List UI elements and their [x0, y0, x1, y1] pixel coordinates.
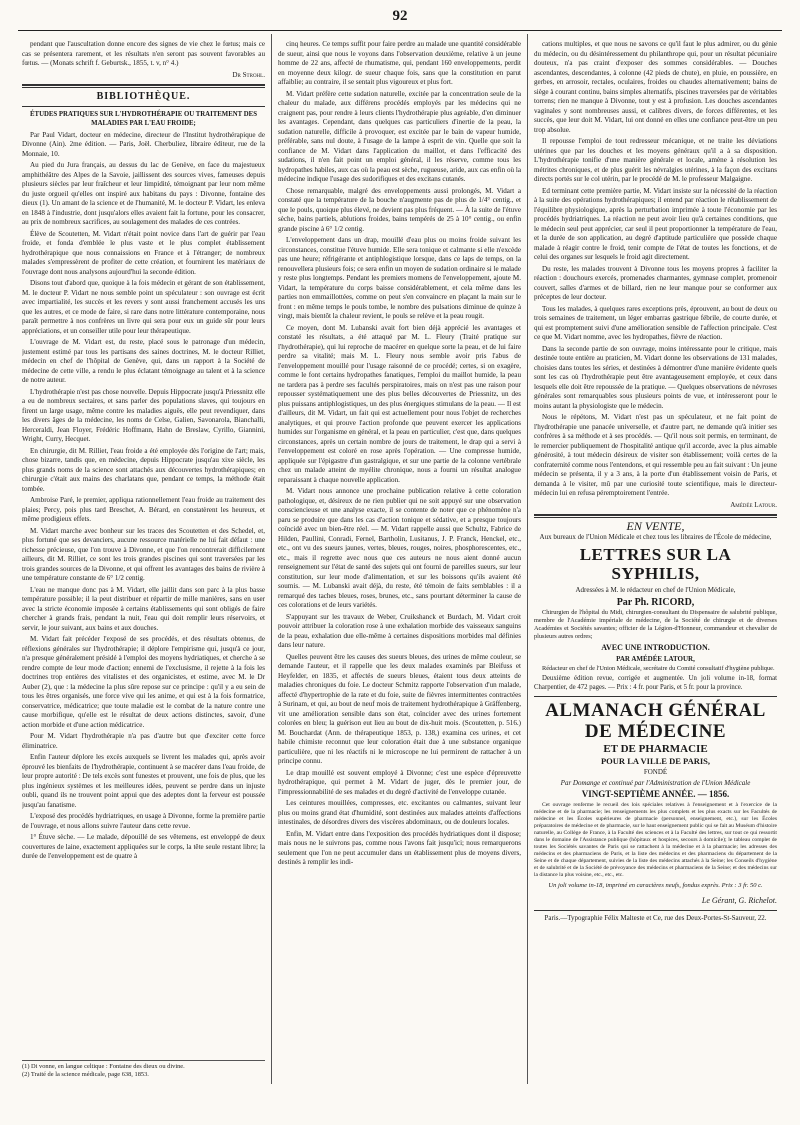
column-2 [278, 40, 521, 1080]
column-divider [271, 34, 272, 1084]
column-2-body [278, 40, 521, 868]
body-paragraph: Il repousse l'emploi de tout redresseur mécanique, et ne traite les déviations utérines que par les douches et les moyens généraux qu'il a à sa disposition. L'hydrothérapie tonifie d'une manière générale et locale, amène à résolution les métrites chroniques, et de plus guérit les névralgies utérines, à la façon des excitans directs portés sur le col utérin, par le procédé de M. le professeur Malgaigne. [534, 137, 777, 183]
body-paragraph: cinq heures. Ce temps suffit pour faire perdre au malade une quantité considérable de sueur, ainsi que nous le voyons dans l'observation deuxième, relative à un jeune homme de 22 ans, affecté de rhumatisme, qui, pendant 160 enveloppements, perdit en moyenne deux kilogr. de sueur chaque fois, sans que la constitution en parut affaiblie; au contraire, il se sentait plus vigoureux et plus fort. [278, 40, 521, 86]
article-heading: ÉTUDES PRATIQUES SUR L'HYDROTHÉRAPIE OU TRAITEMENT DES MALADIES PAR L'EAU FROIDE; [30, 110, 257, 127]
body-paragraph: Élève de Scoutetten, M. Vidart n'était point novice dans l'art de guérir par l'eau froide, et fonda d'emblée le plus vaste et le plus complet établissement hydrothérapique que nous connaissions en France et à l'étranger; de nombreux malades s'empressèrent de profiter de cette création, et fournirent les matériaux de l'ouvrage dont nous analysons aujourd'hui la seconde édition. [22, 229, 265, 276]
body-paragraph: Dans la seconde partie de son ouvrage, moins intéressante pour le critique, mais destinée toute entière au praticien, M. Vidart donne les observations de 131 malades, choisies dans toutes les séries, et destinées à démontrer d'une manière évidente quels sont les cas où l'hydrothérapie peut être avantageusement employée, et ceux dans lesquels elle doit être repoussée de la pratique. — Quelques observations de névroses générales sont remarquables sous plusieurs points de vue, et intéresseront pour le moins autant la physiologiste que le médecin. [534, 344, 777, 410]
almanach-founded: FONDÉ [643, 768, 668, 777]
review-signature: Amédée Latour. [730, 500, 777, 509]
gerant-signature: Le Gérant, G. Richelot. [701, 896, 777, 906]
sale-location: Aux bureaux de l'Union Médicale et chez tous les libraires de l'École de médecine, [539, 532, 772, 541]
body-paragraph: M. Vidart marche avec bonheur sur les traces des Scoutetten et des Schedel, et, plus fortuné que ses devanciers, aucune ressource matérielle ne lui fait défaut : une richesse précieuse, que l'on trouve à Divonne, et que l'on rencontrerait difficilement ailleurs, dit M. Rilliet, ce sont les trois grandes piscines qui sont traversées par les trois grandes sources de la Divonne, et qui offrent les avantages des bains de rivière à une température constante de 6° 1/2 centig. [22, 526, 265, 582]
introduction-author-description: Rédacteur en chef de l'Union Médicale, secrétaire du Comité consultatif d'hygiène publique. [542, 665, 775, 672]
body-paragraph: 1° Étuve sèche. — Le malade, dépouillé de ses vêtemens, est enveloppé de deux couvertures de laine, exactement appliquées sur le corps, la tête seule restant libre; la durée de l'enveloppement est de quatre à [22, 833, 265, 860]
body-paragraph: Du reste, les malades trouvent à Divonne tous les moyens propres à faciliter la réaction : douchours exercés, promenades charmantes, gymnase complet, promenoir couvert, salles d'armes et de billard, rien ne leur manque pour se conformer aux préceptes de leur docteur. [534, 264, 777, 301]
almanach-subtitle: ET DE PHARMACIE [603, 743, 708, 756]
body-paragraph: Enfin, M. Vidart entre dans l'exposition des procédés hydriatiques dont il dispose; mais nous ne le suivrons pas, comme nous l'avons fait jusqu'ici; nous remarquerons seulement que l'on ne peut accumuler dans un établissement plus de moyens divers, destinés à remplir les indi- [278, 829, 521, 866]
footer-rule [534, 910, 777, 911]
body-paragraph: M. Vidart préfère cette sudation naturelle, excitée par la concentration seule de la chaleur du malade, aux différens procédés employés par les médecins qui ne craignent pas, pour rendre à leurs clients l'hydrothérapie plus agréable, d'en diminuer les avantages. Cependant, dans quelques cas particuliers d'inertie de la peau, la sudation naturelle, difficile à provoquer, est excitée par le bain de vapeur humide, préférable, sans nul doute, à l'usage de la lampe à esprit de vin. Quelle que soit la confiance de M. Vidart dans l'application du maillot, et dans l'efficacité des sudations, il n'en fait point un emploi général, il les réserve, comme tous les hydropathes habiles, aux cas où la peau est sèche, rugueuse, aride, aux cas enfin où la médecine indique l'usage des sudorifiques et des excitans cutanés. [278, 89, 521, 183]
column-1 [22, 40, 265, 1080]
edition-info: Deuxième édition revue, corrigée et augmentée. Un joli volume in-18, format Charpentier, de 472 pages. — Prix : 4 fr. pour Paris, et 5 fr. pour la province. [534, 675, 777, 691]
header-rule [18, 30, 782, 31]
section-rule [22, 106, 265, 107]
book-addressed: Adressées à M. le rédacteur en chef de l'Union Médicale, [575, 586, 736, 594]
almanach-founder: Par Domange et continué par l'Administration de l'Union Médicale [560, 778, 751, 787]
intro-paragraph: pendant que l'auscultation donne encore des signes de vie chez le fœtus; mais ce cas se présentera rarement, et les résultats n'en seront pas souvent favorables au fœtus. — (Monats schrift f. Geburtsk., 1855, t. v, n° 4.) [22, 40, 265, 67]
page-number: 92 [392, 8, 408, 24]
column-divider [527, 34, 528, 1084]
footnote: (2) Traité de la science médicale, page 638, 1853. [22, 1071, 149, 1079]
body-paragraph: S'appuyant sur les travaux de Weber, Cruikshanck et Burdach, M. Vidart croit pouvoir attribuer la coloration rose à une exhalation morbide des vaisseaux sanguins de la peau, exhalation due elle-même à certaines dispositions morbides mal définies dans leur nature. [278, 612, 521, 649]
author-description: Chirurgien de l'hôpital du Midi, chirurgien-consultant du Dispensaire de salubrité publique, membre de l'Académie impériale de médecine, de la Société de chirurgie et de diverses Académies et Sociétés savantes; officier de la Légion-d'Honneur, commandeur et chevalier de plusieurs autres ordres; [534, 609, 777, 640]
section-title: BIBLIOTHÈQUE. [96, 91, 191, 102]
printer-line: Paris.—Typographie Félix Malteste et Ce, rue des Deux-Portes-St-Sauveur, 22. [544, 913, 767, 922]
column-3 [534, 40, 777, 1080]
almanach-city: POUR LA VILLE DE PARIS, [600, 755, 711, 766]
body-paragraph: Nous le répétons, M. Vidart n'est pas un spéculateur, et ne fait point de l'hydrothérapie une panacée universelle, et d'autre part, ne demande qu'à initier ses confrères à sa méthode et à ses procédés. — Qu'il nous soit permis, en terminant, de le remercier publiquement de l'hospitalité antique qu'il accorde, avec la plus aimable générosité, à tout médecin désireux de visiter son établissement; voilà certes de la confraternité comme nous l'entendons, et qui ressemble peu au fait suivant : Un jeune médecin se présenta, il y a 3 ans, à la porte d'un établissement voisin de Paris, et demanda à le visiter, mû par une curiosité toute scientifique, mais le directeur-médecin lui en refusa péremptoirement l'entrée. [534, 413, 777, 497]
body-paragraph: Les ceintures mouillées, compresses, etc. excitantes ou calmantes, suivant leur plus ou moins grand état d'humidité, sont destinées aux malades atteints d'affections intestinales, de désordres divers des viscères abdominaux, ou de douleurs locales. [278, 799, 521, 826]
body-paragraph: L'ouvrage de M. Vidart est, du reste, placé sous le patronage d'un médecin, justement estimé par tous les partisans des saines doctrines, M. le docteur Rilliet, médecin en chef de l'hôpital de Genève, qui, dans un rapport à la Société de médecine de cette ville, a rendu le plus éclatant témoignage au talent et à la science de notre auteur. [22, 338, 265, 384]
sale-heading: EN VENTE, [626, 519, 685, 533]
book-author: Par Ph. RICORD, [616, 596, 695, 608]
body-paragraph: En chirurgie, dit M. Rilliet, l'eau froide a été employée dès l'origine de l'art; mais, chose bizarre, tandis que, en médecine, depuis Hippocrate jusqu'au xixe siècle, les plus grands noms de la science sont attachés aux découvertes hydrothérapiques; en chirurgie c'était aux mains des charlatans que, pendant ce temps, la méthode était tombée. [22, 446, 265, 493]
body-paragraph: M. Vidart nous annonce une prochaine publication relative à cette coloration pathologique, et, désireux de ne rien publier qui ne soit appuyé sur une observation consciencieuse et une analyse exacte, il se contente de noter que ce phénomène n'a paru se produire que dans les cas d'action tonique et sédative, et a presque toujours coïncidé avec un bien-être réel. — M. Vidart rappelle aussi que Schultz, Fabrice de Hilden, Paullini, Conradi, Fernel, Bartholin, Lusitanus, J. P. Franck, Henckel, etc., etc., ont vu des sueurs jaunes, vertes, bleues, rouges, noires, phosphorescentes, etc., etc., mais il regrette avec nous que ces auteurs ne nous aient donné aucun renseignement sur l'état de santé des sujets qui ont fourni de pareilles sueurs, sur leur constitution, sur leur mode d'alimentation, et sur les boissons qu'ils avaient été soumis. — M. Lubanski avait déjà, du reste, été témoin de faits semblables : il a remarqué des taches bleues, roses, brunes, etc., sans pourtant déterminer la cause de ces colorations et de leurs variétés. [278, 487, 521, 609]
body-paragraph: Ed terminant cette première partie, M. Vidart insiste sur la nécessité de la réaction à la suite des opérations hydrothérapiques; il entend par réaction le rétablissement de l'équilibre physiologique, après la perturbation imprimée à toute l'économie par les procédés hydriatriques. La réaction ne peut avoir lieu qu'à certaines conditions, que le médecin seul peut apprécier, car seul il peut proportionner la température de l'eau, et la durée de son application, au degré d'aptitude particulière que possède chaque malade à réagir contre le froid, tenir compte de l'état de toutes les fonctions, et de celui des organes sur lesquels le froid agit directement. [534, 186, 777, 261]
column-3-body [534, 40, 777, 499]
body-paragraph: Ambroise Paré, le premier, appliqua rationnellement l'eau froide au traitement des plaies; Percy, pois plus tard Breschet, A. Bérard, en constatèrent les heureux, et même prodigieux effets. [22, 496, 265, 523]
body-paragraph: Chose remarquable, malgré des enveloppements aussi prolongés, M. Vidart a constaté que la température de la bouche n'augmente pas de plus de 1/4° centig., et que le pouls, quoique plus élevé, ne devient pas plus fréquent. — À la suite de l'étuve sèche, bains partiels, ablutions froides, bains tempérés de 25 à 10° centig., ou enfin grande piscine à 6° 1/2 centig. [278, 186, 521, 233]
almanach-price: Un joli volume in-18, imprimé en caractères neufs, fondus exprès. Prix : 3 fr. 50 c. [548, 881, 763, 889]
body-paragraph: L'enveloppement dans un drap, mouillé d'eau plus ou moins froide suivant les circonstances, constitue l'étuve humide. Elle sera tonique et calmante si elle n'excède pas une heure; réfrigérante et antiphlogistique lorsque, dans ce laps de temps, on la renouvellera plusieurs fois; ce sera enfin un moyen de sudation ordinaire si le malade y reste plus longtemps. Pendant les premiers momens de l'enveloppement, ajoute M. Vidart, la température du corps baisse considérablement, et cela même dans les parties non emmaillottées, comme on peut s'en convaincre en plaçant la main sur le front : en même temps le pouls tombe, le nombre des pulsations diminue de quinze à vingt, mais bientôt la chaleur revient, le pouls se relève et la peau rougit. [278, 236, 521, 320]
body-paragraph: Au pied du Jura français, au dessus du lac de Genève, en face du majestueux amphithéâtre des Alpes de la Savoie, jaillissent des sources vives, fameuses depuis plusieurs siècles par leur fraîcheur et leur limpidité, témoignant par leur nom même du juste orgueil qu'elles ont inspiré aux habitans du pays : Divonne, fontaine des dieux (1). Un amant de la science et de l'humanité, M. le docteur P. Vidart, les enleva en 1848 à l'industrie, dont jusqu'alors elles avaient fait la fortune, pour les consacrer, au prix de nombreux sacrifices, au soulagement des malades de ces contrées. [22, 161, 265, 226]
introduction-author: PAR AMÉDÉE LATOUR, [616, 654, 695, 663]
intro-signature: Dr Strohl. [232, 70, 265, 79]
body-paragraph: Disons tout d'abord que, quoique à la fois médecin et gérant de son établissement, M. le docteur P. Vidart ne nous semble point un spéculateur : son ouvrage est écrit avec impartialité, les succès et les revers y sont aussi franchement accusés les uns que les autres, et ce mode de faire, si rare dans notre littérature contemporaine, nous paraît permettre à nos confrères un livre qui sera pour eux un guide sûr pour leurs appréciations, et un conseiller utile pour leur thérapeutique. [22, 279, 265, 335]
body-paragraph: L'hydrothérapie n'est pas chose nouvelle. Depuis Hippocrate jusqu'à Priessnitz elle a eu de nombreux sectaires, et sans parler des populations slaves, qui toujours en firent un large usage, même contre les maladies aiguës, elle peut revendiquer, dans les divers âges de la médecine, les noms de Celse, Galien, Savonarola, Bianchalli, Herceraldi, Jean Floyer, Frédéric Hoffmann, Hahn de Breslaw, Cyrillo, Giannini, Wright, Curry, Hecquet. [22, 387, 265, 443]
footnotes [22, 1060, 265, 1079]
almanach-title: ALMANACH GÉNÉRAL DE MÉDECINE [545, 700, 766, 743]
body-paragraph: Le drap mouillé est souvent employé à Divonne; c'est une espèce d'épreuvette hydrothérapique, qui permet à M. Vidart de juger, dès le premier jour, de l'impressionnabilité de ses malades et du degré d'activité de l'enveloppe cutanée. [278, 768, 521, 796]
introduction-label: AVEC UNE INTRODUCTION. [601, 643, 710, 652]
body-paragraph: Par Paul Vidart, docteur en médecine, directeur de l'Institut hydrothérapique de Divonne (Ain). 2me édition. — Paris, Joël. Cherbuliez, libraire éditeur, rue de la Monnaie, 10. [22, 130, 265, 158]
book-title: LETTRES SUR LA SYPHILIS, [579, 545, 732, 583]
column-1-body [22, 131, 265, 862]
almanach-year: VINGT-SEPTIÈME ANNÉE. — 1856. [581, 789, 730, 800]
body-paragraph: L'exposé des procédés hydriatriques, en usage à Divonne, forme la première partie de l'ouvrage, et nous allons suivre l'auteur dans cette revue. [22, 812, 265, 830]
body-paragraph: L'eau ne manque donc pas à M. Vidart, elle jaillit dans son parc à la plus basse température possible; il la peut distribuer et répartir de mille manières, sans en user avec la stricte économie imposée à certains établissements qui sont obligés de faire chercher à grands frais, pendant la nuit, l'eau qui doit remplir leurs réservoirs, et servir, le jour suivant, aux bains et aux douches. [22, 585, 265, 632]
almanach-description: Cet ouvrage renferme le recueil des lois spéciales relatives à l'enseignement et à l'exercice de la médecine et de la pharmacie; les renseignements les plus complets et les plus exacts sur les Facultés de médecine et les Écoles supérieures de pharmacie (personnel, enseignement, etc.), sur les Écoles préparatoires de médecine et de pharmacie, sur le haut enseignement public qui se fait au Muséum d'histoire naturelle, au Collège de France, à la Faculté des sciences et à la Faculté des lettres, sur tout ce qui ressortit dans le domaine de l'Assistance publique (hôpitaux et hospices, secours à domicile); le tableau complet de toutes les Sociétés savantes de Paris qui se rattachent à la médecine et à la pharmacie; les adresses des médecins et des pharmaciens de Paris, et la liste des médecins et des pharmaciens du département de la Seine et de chaque département, suivies de la liste des médecins attachés à la Seine; les Conseils d'hygiène et de salubrité et de la Société de prévoyance des médecins et pharmaciens de la Seine; et des médecins sur la distance la plus voisine, etc., etc., etc. [534, 801, 777, 878]
body-paragraph: Pour M. Vidart l'hydrothérapie n'a pas d'autre but que d'exciter cette force éliminatrice. [22, 732, 265, 750]
body-paragraph: Quelles peuvent être les causes des sueurs bleues, des urines de même couleur, se demande l'auteur, et il rappelle que les deux malades examinés par Bleifuss et Heyfelder, en 1835, et affectés de sueurs bleues, étaient tous deux atteints de maladies chroniques du foie. Le docteur Schmitz rapporte l'observation d'un malade, affecté d'hypertrophie de la rate et du foie, suite de fièvres intermittentes contractées à Surinam, et qui, au bout de neuf mois de traitement hydrothérapique à Gräffenberg, vit une amélioration sensible dans son état, coïncider avec des urines fortement colorées en bleu; la guérison eut lieu au bout de dix-huit mois. (Scoutetten, p. 516.) M. Bouchardat (Ann. de thérapeutique 1853, p. 138,) examina ces urines, et cet habile chimiste reconnut que leur coloration était due à une substance organique particulière, que ni les réactifs ni le microscope ne lui permirent de rattacher à un principe connu. [278, 652, 521, 765]
section-rule [22, 84, 265, 88]
footnote: (1) Di vonne, en langue celtique : Fontaine des dieux ou divine. [22, 1063, 185, 1070]
body-paragraph: M. Vidart fait précéder l'exposé de ses procédés, et des résultats obtenus, de réflexions générales sur l'hydrothérapie; il déplore l'empirisme qui, jusqu'à ce jour, n'a presque généralement présidé à l'emploi des moyens hydriatiques, et cherche à se rendre compte de leur mode d'action; ennemi de l'exclusisme, il rejette à la fois les doctrines trop entières des vitalistes et des organicistes, et estime, avec M. le Dr Auber (2), que : la médecine la plus sûre repose sur ce principe : qu'il y a eu sein de tous les êtres organisés, une force vive qui les anime, et qui est à la fois formatrice, conservatrice, médicatrice; que toute maladie est le combat de la nature contre une cause morbifique, qu'elle est le résultat de deux actions distinctes, savoir, d'une action morbide et d'une action médicatrice. [22, 635, 265, 729]
body-paragraph: cations multiples, et que nous ne savons ce qu'il faut le plus admirer, ou du génie du médecin, ou du désintéressement du philanthrope qui, pour un résultat pécuniaire douteux, n'a pas craint d'exposer des sommes considérables. — Douches ascendantes, descendantes, à colonne (42 pieds de chute), en pluie, en poussière, en gerbes, en arrosoir, rectales, oculaires, froides ou chaudes alternativement; bains de siège à courant continu, bains simples alternatifs, piscines traversées par de véritables torrens; rien ne manque à Divonne, tout y est à profusion. Les douches ascendantes vaginales y sont nombreuses aussi, et calibres divers, de forces différentes, et les succès, que leur doit M. Vidart, lui ont donné en elles une confiance peut-être un peu trop absolue. [534, 40, 777, 134]
body-paragraph: Enfin l'auteur déplore les excès auxquels se livrent les malades qui, après avoir éprouvé les bienfaits de l'hydrothérapie, continuent à se macérer dans l'eau froide, de leur propre autorité : De tels excès sont funestes et prouvent, une fois de plus, que les plus ingénieux systèmes et les meilleures idées, peuvent se perdre dans un injuste oubli, quand ils ne trouvent point appui que des adeptes dont la ferveur est poussée jusqu'au fanatisme. [22, 753, 265, 809]
body-paragraph: Ce moyen, dont M. Lubanski avait fort bien déjà apprécié les avantages et constaté les résultats, a été attaqué par M. L. Fleury (Traité pratique sur l'hydrothérapie), qui lui reproche de macérer en quelque sorte la peau, et de lui faire perdre sa vitalité; mais M. L. Fleury nous semble avoir pris l'abus de l'enveloppement mouillé pour l'usage raisonné de ce procédé; certes, si on exagère, comme le font certains hydropathes fanatiques, l'emploi du maillot humide, la peau ne tardera pas à perdre ses facultés perspiratoires, mais on n'est pas une raison pour repousser systématiquement une des plus belles découvertes de Priessnitz, un des plus puissans antiphlogistiques, un des plus énergiques stimulans de la peau. — Il est d'ailleurs, dit M. Vidart, un fait qui est actuellement pour nous l'objet de recherches analytiques, et qui prouve l'action profonde que peuvent exercer les applications humides sur l'organisme en général, et la peau en particulier, c'est que, dans quelques circonstances, après un certain nombre de jours de traitement, le drap qui a servi à l'enveloppement est coloré en rose après l'opération. — Une compresse humide, appliquée sur l'épigastre d'un gastralgique, et sur une partie de la colonne vertébrale chez un malade atteint de myélite chronique, nous a fourni un résultat analogue reparaissant à chaque nouvelle application. [278, 323, 521, 484]
advert-rule [534, 696, 777, 697]
advert-rule [534, 514, 777, 518]
body-paragraph: Tous les malades, à quelques rares exceptions près, éprouvent, au bout de deux ou trois semaines de traitement, un léger embarras gastrique fébrile, de courte durée, et qui est promptement suivi d'une amélioration sensible de l'affection principale. C'est ce que M. Vidart nomme, avec les hydropathes, fièvre de réaction. [534, 304, 777, 341]
